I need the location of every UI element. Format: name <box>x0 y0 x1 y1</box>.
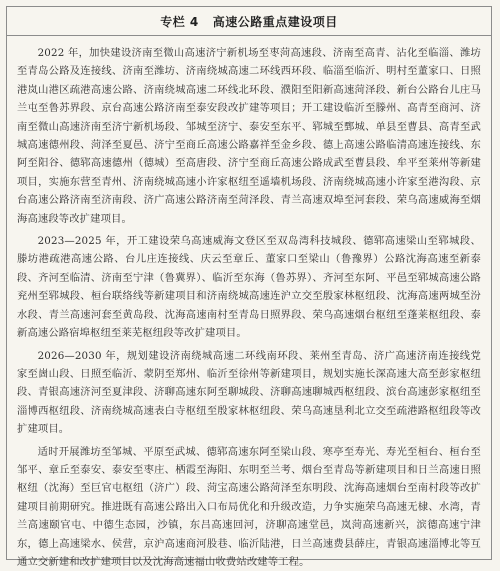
paragraph-2022: 2022 年，加快建设济南至微山高速济宁新机场至枣菏高速段、济南至高青、沾化至临淄、潍坊至青岛公路及连接线、济南至潍坊、济南绕城高速二环线西环段、临淄至临沂、明村至董家口、日照港岚山港区疏港高速公路、济南绕城高速二环线北环段、濮阳至阳新高速菏泽段、新台公路台儿庄马兰屯至鲁苏界段、京台高速公路济南至泰安段改扩建等项目；开工建设临沂至滕州、高青至商河、济南至微山高速济南至济宁新机场段、邹城至济宁、泰安至东平、郓城至鄄城、单县至曹县、高青至武城高速德州段、菏泽至夏邑、济宁至商丘高速公路嘉祥至金乡段、德上高速公路临清高速连接线、东阿至阳谷、德郓高速德州（德城）至高唐段、济宁至商丘高速公路成武至曹县段、牟平至莱州等新建项目，实施东营至青州、济南绕城高速小许家枢纽至遥墙机场段、济南绕城高速小许家至港沟段、京台高速公路济南至济南段、济广高速公路济南至菏泽段、青兰高速双埠至河套段、荣乌高速威海至烟海高速段等改扩建项目。 <box>17 47 481 225</box>
box-title: 高速公路重点建设项目 <box>212 14 338 29</box>
paragraph-future: 适时开展潍坊至邹城、平原至武城、德郓高速东阿至梁山段、寒亭至寿光、寿光至桓台、桓台至邹平、章丘至泰安、泰安至枣庄、栖霞至海阳、东明至兰考、烟台至青岛等新建项目和日兰高速日照枢纽（沈海）至巨官屯枢纽（济广）段、菏宝高速公路菏泽至东明段、沈海高速烟台至南村段等改扩建项目前期研究。推进既有高速公路出入口布局优化和升级改造，力争实施荣乌高速无棣、水湾，青兰高速颐官屯、中德生态园，沙镇，东吕高速回河，济聊高速堂邑，岚菏高速新兴，滨德高速宁津东，德上高速梁水、侯营，京沪高速商河股巷、临沂陆港，日兰高速费县薛庄，青银高速淄博北等互通立交新建和改扩建项目以及沈海高速福山收费站改建等工程。 <box>17 445 481 568</box>
feature-box <box>6 6 492 568</box>
box-content <box>7 36 491 571</box>
paragraph-2023-2025: 2023—2025 年，开工建设荣乌高速威海文登区至双岛湾科技城段、德郓高速梁山至郓城段、滕坊港疏港高速公路、台儿庄连接线、庆云至章丘、董家口至梁山（鲁豫界）公路沈海高速至新泰段、齐河至临清、济南至宁津（鲁冀界）、临沂至东海（鲁苏界）、齐河至东阿、平邑至郓城高速公路兖州至郓城段、桓台联络线等新建项目和济南绕城高速连沪立交至殷家林枢纽段、沈海高速两城至汾水段、青兰高速河套至黄岛段、沈海高速南村至青岛日照界段、荣乌高速烟台枢纽至蓬莱枢纽段、泰新高速公路宿埠枢纽至莱芜枢纽段等改扩建项目。 <box>17 235 481 340</box>
box-header <box>7 7 491 36</box>
paragraph-2026-2030: 2026—2030 年，规划建设济南绕城高速二环线南环段、莱州至青岛、济广高速济南连接线党家至崮山段、日照至临沂、蒙阴至郑州、临沂至徐州等新建项目，规划实施长深高速大高至彭家枢纽段、青银高速济河至夏津段、济聊高速东阿至聊城段、济聊高速聊城西枢纽段、滨台高速彭家枢纽至淄博西枢纽段、济南绕城高速表白寺枢纽至殷家林枢纽段、荣乌高速垦利北立交至疏港路枢纽段等改扩建项目。 <box>17 349 481 436</box>
box-label: 专栏 4 <box>160 14 199 29</box>
